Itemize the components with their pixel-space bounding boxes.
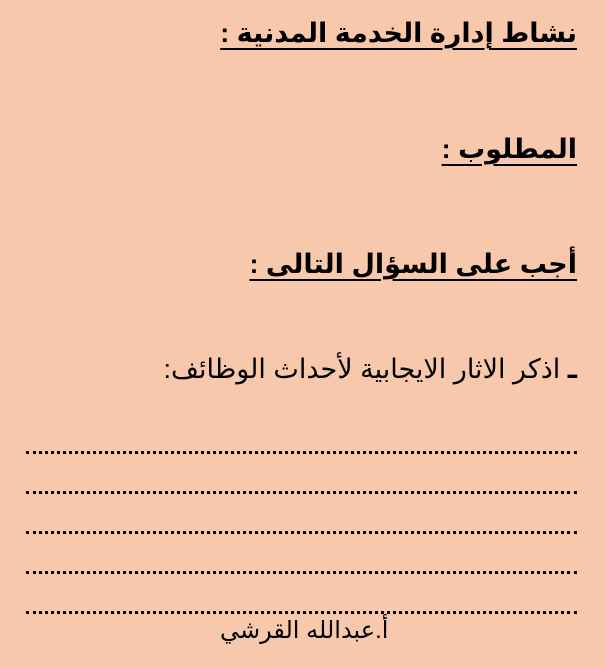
required-heading: المطلوب :: [441, 134, 577, 164]
teacher-signature: أ.عبدالله القرشي: [220, 617, 389, 644]
activity-title: نشاط إدارة الخدمة المدنية :: [220, 18, 577, 48]
answer-line[interactable]: [26, 574, 577, 614]
instruction-heading: أجب على السؤال التالى :: [249, 249, 577, 279]
answer-line[interactable]: [26, 454, 577, 494]
question: [164, 356, 577, 383]
answer-line[interactable]: [26, 414, 577, 454]
answer-line[interactable]: [26, 494, 577, 534]
question-text: اذكر الاثار الايجابية لأحداث الوظائف:: [163, 354, 568, 384]
answer-lines: [26, 414, 577, 614]
question-marker: ـ: [567, 354, 577, 384]
answer-line[interactable]: [26, 534, 577, 574]
